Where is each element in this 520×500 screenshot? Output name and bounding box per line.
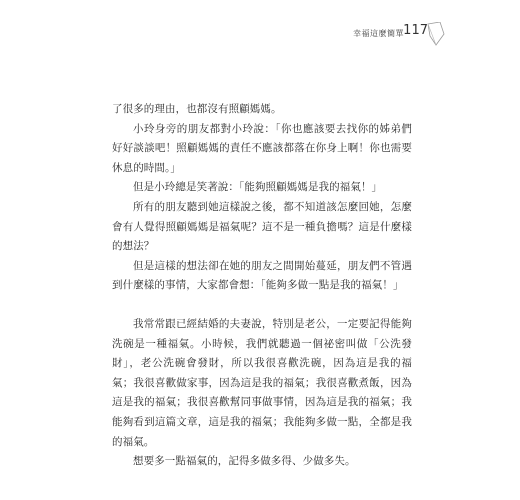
paragraph: 想要多一點福氣的，記得多做多得、少做多失。 [133, 455, 356, 468]
paragraph: 所有的朋友聽到她這樣說之後，都不知道該怎麼回她，怎麼會有人覺得照顧媽媽是福氣呢？這不是一種負擔嗎？這是什麼樣的想法？ [112, 200, 412, 253]
page-corner-ornament-icon [426, 22, 446, 46]
page-number: 117 [403, 23, 428, 38]
paragraph: 了很多的理由，也都沒有照顧媽媽。 [112, 103, 282, 115]
paragraph: 但是這樣的想法卻在她的朋友之間開始蔓延，朋友們不管遇到什麼樣的事情，大家都會想：「能夠多做一點是我的福氣！」 [112, 259, 412, 292]
page-body [112, 100, 412, 472]
paragraph: 我常常跟已經結婚的夫妻說，特別是老公，一定要記得能夠洗碗是一種福氣。小時候，我們就聽過一個祕密叫做「公洗發財」，老公洗碗會發財，所以我很喜歡洗碗，因為這是我的福氣；我很喜歡做家事，因為這是我的福氣；我很喜歡煮飯，因為這是我的福氣；我很喜歡幫同事做事情，因為這是我的福氣；我能夠看到這篇文章，這是我的福氣；我能夠多做一點，全都是我的福氣。 [112, 317, 412, 448]
running-header-title: 幸福這麼簡單 [353, 29, 404, 38]
running-header [0, 22, 520, 46]
paragraph: 但是小玲總是笑著說：「能夠照顧媽媽是我的福氣！」 [133, 181, 383, 194]
paragraph: 小玲身旁的朋友都對小玲說：「你也應該要去找你的姊弟們好好談談吧！照顧媽媽的責任不應該都落在你身上啊！你也需要休息的時間。」 [112, 122, 412, 174]
